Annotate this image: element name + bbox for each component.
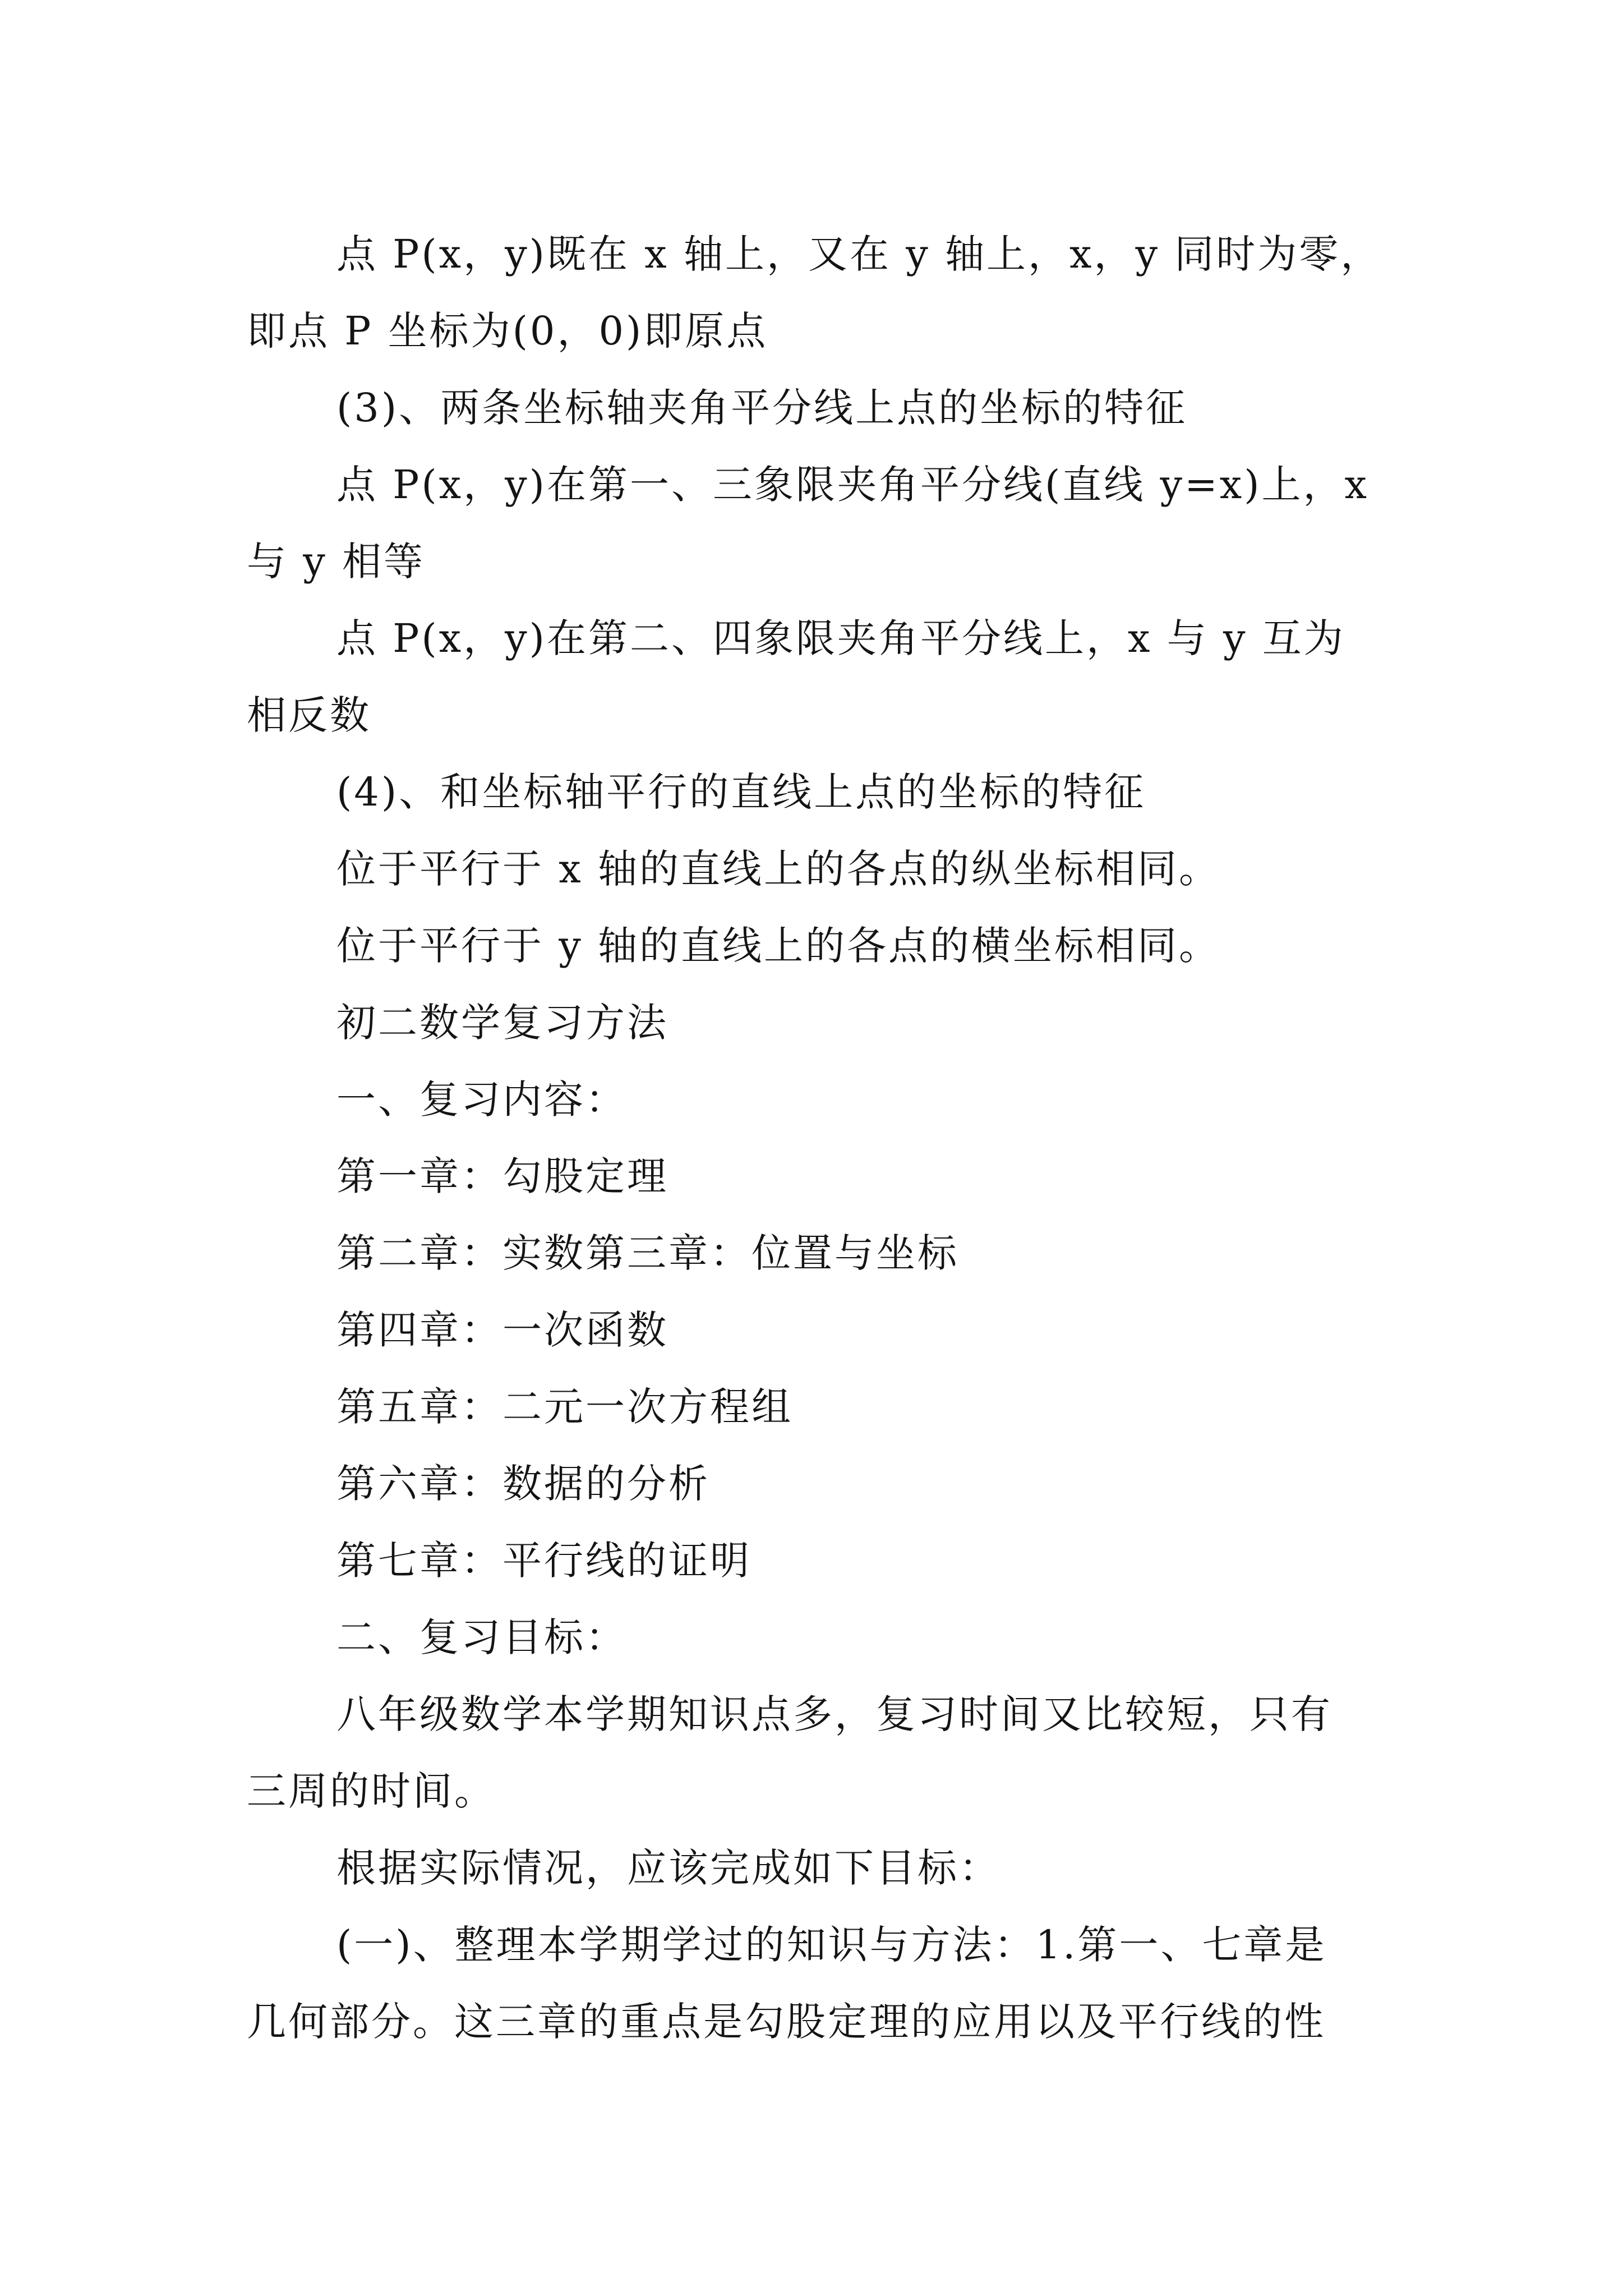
paragraph-line: 根据实际情况，应该完成如下目标： <box>336 1845 1000 1891</box>
paragraph-line: 几何部分。这三章的重点是勾股定理的应用以及平行线的性 <box>247 1999 1326 2045</box>
paragraph-line: 八年级数学本学期知识点多，复习时间又比较短，只有 <box>336 1691 1332 1737</box>
paragraph-line: 点 P(x，y)既在 x 轴上，又在 y 轴上，x，y 同时为零， <box>336 231 1382 277</box>
paragraph-line: (一)、整理本学期学过的知识与方法：1.第一、七章是 <box>336 1922 1327 1968</box>
paragraph-line: 点 P(x，y)在第二、四象限夹角平分线上，x 与 y 互为 <box>336 615 1345 661</box>
paragraph-line: 即点 P 坐标为(0，0)即原点 <box>247 308 768 354</box>
section-heading: 二、复习目标： <box>336 1614 627 1660</box>
paragraph-line: 位于平行于 x 轴的直线上的各点的纵坐标相同。 <box>336 846 1220 892</box>
document-title: 初二数学复习方法 <box>336 1000 668 1046</box>
list-item: 第二章：实数第三章：位置与坐标 <box>336 1230 959 1276</box>
list-item: 第四章：一次函数 <box>336 1307 668 1353</box>
list-item: 第七章：平行线的证明 <box>336 1538 751 1584</box>
section-heading: (4)、和坐标轴平行的直线上点的坐标的特征 <box>336 769 1146 815</box>
section-heading: (3)、两条坐标轴夹角平分线上点的坐标的特征 <box>336 385 1188 431</box>
paragraph-line: 位于平行于 y 轴的直线上的各点的横坐标相同。 <box>336 923 1221 969</box>
list-item: 第五章：二元一次方程组 <box>336 1384 793 1430</box>
section-heading: 一、复习内容： <box>336 1076 627 1122</box>
paragraph-line: 相反数 <box>247 692 371 738</box>
list-item: 第一章：勾股定理 <box>336 1153 668 1199</box>
paragraph-line: 与 y 相等 <box>247 539 426 585</box>
list-item: 第六章：数据的分析 <box>336 1461 710 1507</box>
document-body <box>247 216 1391 2060</box>
paragraph-line: 点 P(x，y)在第一、三象限夹角平分线(直线 y=x)上，x <box>336 462 1370 508</box>
paragraph-line: 三周的时间。 <box>247 1768 496 1814</box>
